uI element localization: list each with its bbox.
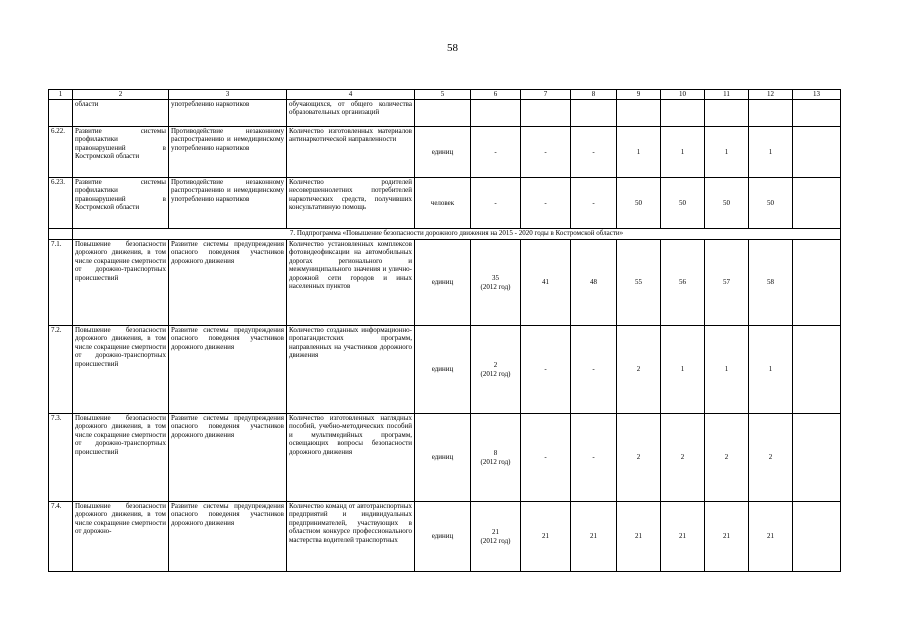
value-cell: 21 (749, 502, 793, 572)
value-cell (521, 100, 571, 127)
indicator-cell: Количество изготовленных материалов антинаркотической направленности (287, 127, 415, 178)
value-cell: 2 (617, 414, 661, 502)
value-cell (571, 100, 617, 127)
value-cell: 21 (617, 502, 661, 572)
value-cell: 50 (617, 178, 661, 229)
value-cell (793, 502, 841, 572)
column-number: 10 (661, 90, 705, 100)
column-number: 1 (49, 90, 73, 100)
value-cell (793, 178, 841, 229)
goal-cell: области (73, 100, 169, 127)
base-value-cell: 35 (2012 год) (471, 240, 521, 326)
column-number: 11 (705, 90, 749, 100)
value-cell: - (521, 127, 571, 178)
event-cell: Развитие системы предупреждения опасного поведения участников дорожного движения (169, 502, 287, 572)
goal-cell: Повышение безопасности дорожного движения, в том числе сокращение смертности от дорожно- (73, 502, 169, 572)
value-cell (793, 414, 841, 502)
table-row (49, 326, 841, 414)
subprogram-title: 7. Подпрограмма «Повышение безопасности дорожного движения на 2015 - 2020 годы в Костромской области» (73, 229, 841, 240)
unit-cell: единиц (415, 414, 471, 502)
column-number: 2 (73, 90, 169, 100)
unit-cell: единиц (415, 502, 471, 572)
value-cell: 1 (617, 127, 661, 178)
indicators-table (48, 89, 841, 572)
table-row (49, 178, 841, 229)
table-row (49, 414, 841, 502)
value-cell: - (521, 178, 571, 229)
value-cell: 50 (661, 178, 705, 229)
column-number: 4 (287, 90, 415, 100)
column-number: 7 (521, 90, 571, 100)
goal-cell: Повышение безопасности дорожного движения, в том числе сокращение смертности от дорожно-транспортных происшествий (73, 240, 169, 326)
indicator-cell: обучающихся, от общего количества образовательных организаций (287, 100, 415, 127)
value-cell: - (521, 414, 571, 502)
base-value-cell: 8 (2012 год) (471, 414, 521, 502)
value-cell (617, 100, 661, 127)
value-cell: 2 (749, 414, 793, 502)
event-cell: Развитие системы предупреждения опасного поведения участников дорожного движения (169, 326, 287, 414)
indicator-cell: Количество созданных информационно-пропагандистских программ, направленных на участников дорожного движения (287, 326, 415, 414)
value-cell: - (571, 414, 617, 502)
value-cell: 56 (661, 240, 705, 326)
value-cell: 1 (705, 326, 749, 414)
event-cell: Развитие системы предупреждения опасного поведения участников дорожного движения (169, 240, 287, 326)
subprogram-spacer (49, 229, 73, 240)
goal-cell: Повышение безопасности дорожного движения, в том числе сокращение смертности от дорожно-транспортных происшествий (73, 414, 169, 502)
unit-cell: единиц (415, 240, 471, 326)
value-cell: 1 (749, 326, 793, 414)
table-row (49, 100, 841, 127)
base-value-cell: 21 (2012 год) (471, 502, 521, 572)
value-cell (793, 326, 841, 414)
value-cell (793, 127, 841, 178)
unit-cell: единиц (415, 326, 471, 414)
table-row (49, 502, 841, 572)
row-number: 7.1. (49, 240, 73, 326)
value-cell: - (521, 326, 571, 414)
base-value-cell (471, 100, 521, 127)
table-row (49, 240, 841, 326)
indicator-cell: Количество изготовленных наглядных пособий, учебно-методических пособий и мультимедийных программ, освещающих вопросы безопасности дорожного движения (287, 414, 415, 502)
value-cell: 21 (571, 502, 617, 572)
indicator-cell: Количество команд от автотранспортных предприятий и индивидуальных предпринимателей, участвующих в областном конкурсе профессионального мастерства водителей транспортных (287, 502, 415, 572)
value-cell (749, 100, 793, 127)
value-cell: - (571, 127, 617, 178)
unit-cell (415, 100, 471, 127)
value-cell: 21 (661, 502, 705, 572)
value-cell: 21 (705, 502, 749, 572)
value-cell: 1 (705, 127, 749, 178)
value-cell: 1 (749, 127, 793, 178)
value-cell: 41 (521, 240, 571, 326)
base-value-cell: 2 (2012 год) (471, 326, 521, 414)
unit-cell: человек (415, 178, 471, 229)
base-value-cell: - (471, 178, 521, 229)
value-cell: 55 (617, 240, 661, 326)
goal-cell: Повышение безопасности дорожного движения, в том числе сокращение смертности от дорожно-транспортных происшествий (73, 326, 169, 414)
value-cell: - (571, 326, 617, 414)
value-cell: 1 (661, 127, 705, 178)
value-cell: 21 (521, 502, 571, 572)
row-number: 7.4. (49, 502, 73, 572)
row-number: 7.2. (49, 326, 73, 414)
value-cell: - (571, 178, 617, 229)
event-cell: Противодействие незаконному распространению и немедицинскому употреблению наркотиков (169, 178, 287, 229)
column-number: 12 (749, 90, 793, 100)
event-cell: Развитие системы предупреждения опасного поведения участников дорожного движения (169, 414, 287, 502)
value-cell: 58 (749, 240, 793, 326)
value-cell: 57 (705, 240, 749, 326)
column-number: 6 (471, 90, 521, 100)
value-cell (793, 100, 841, 127)
value-cell: 1 (661, 326, 705, 414)
value-cell (705, 100, 749, 127)
indicator-cell: Количество родителей несовершеннолетних потребителей наркотических средств, получивших консультативную помощь (287, 178, 415, 229)
value-cell: 2 (617, 326, 661, 414)
column-number: 9 (617, 90, 661, 100)
page-number: 58 (447, 42, 458, 54)
value-cell: 48 (571, 240, 617, 326)
base-value-cell: - (471, 127, 521, 178)
row-number: 6.22. (49, 127, 73, 178)
value-cell: 2 (661, 414, 705, 502)
event-cell: употреблению наркотиков (169, 100, 287, 127)
value-cell (793, 240, 841, 326)
column-number: 5 (415, 90, 471, 100)
goal-cell: Развитие системы профилактики правонарушений в Костромской области (73, 127, 169, 178)
value-cell: 2 (705, 414, 749, 502)
row-number: 7.3. (49, 414, 73, 502)
unit-cell: единиц (415, 127, 471, 178)
value-cell: 50 (705, 178, 749, 229)
row-number: 6.23. (49, 178, 73, 229)
value-cell (661, 100, 705, 127)
column-number-row (49, 90, 841, 100)
goal-cell: Развитие системы профилактики правонарушений в Костромской области (73, 178, 169, 229)
event-cell: Противодействие незаконному распространению и немедицинскому употреблению наркотиков (169, 127, 287, 178)
column-number: 8 (571, 90, 617, 100)
indicator-cell: Количество установленных комплексов фотовидеофиксации на автомобильных дорогах регионального и межмуниципального значения и улично-дорожной сети городов и иных населенных пунктов (287, 240, 415, 326)
row-number (49, 100, 73, 127)
value-cell: 50 (749, 178, 793, 229)
column-number: 13 (793, 90, 841, 100)
column-number: 3 (169, 90, 287, 100)
table-row (49, 127, 841, 178)
subprogram-row (49, 229, 841, 240)
